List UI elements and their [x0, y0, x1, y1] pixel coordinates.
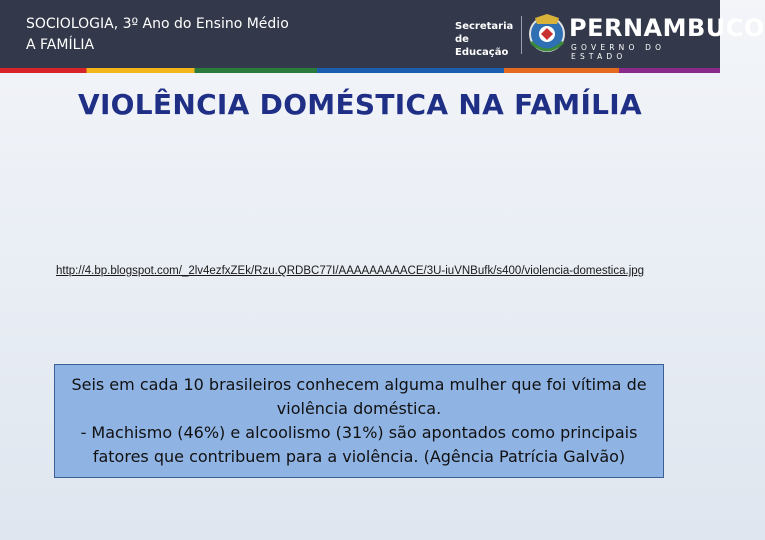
info-line: Seis em cada 10 brasileiros conhecem alguma mulher que foi vítima de	[71, 375, 647, 394]
info-line: fatores que contribuem para a violência. (Agência Patrícia Galvão)	[92, 447, 626, 466]
state-name: PERNAMBUCO	[569, 14, 765, 42]
logo-divider	[521, 16, 522, 54]
image-source-link[interactable]: http://4.bp.blogspot.com/_2lv4ezfxZEk/Rzu.QRDBC77I/AAAAAAAAACE/3U-iuVNBufk/s400/violencia-domestica.jpg	[56, 265, 645, 277]
pernambuco-crest-icon	[527, 12, 567, 58]
header-bar	[0, 0, 765, 68]
government-logo	[455, 10, 765, 61]
info-line: violência doméstica.	[276, 399, 442, 418]
color-stripe	[0, 68, 720, 73]
topic-label: A FAMÍLIA	[26, 37, 95, 53]
info-box	[54, 364, 664, 478]
info-line: - Machismo (46%) e alcoolismo (31%) são apontados como principais	[80, 423, 638, 442]
secretaria-label: Secretaria de Educação	[455, 21, 514, 58]
subject-label: SOCIOLOGIA, 3º Ano do Ensino Médio	[26, 16, 289, 32]
slide-title: VIOLÊNCIA DOMÉSTICA NA FAMÍLIA	[77, 88, 642, 121]
state-subtitle: GOVERNO DO ESTADO	[571, 43, 666, 61]
